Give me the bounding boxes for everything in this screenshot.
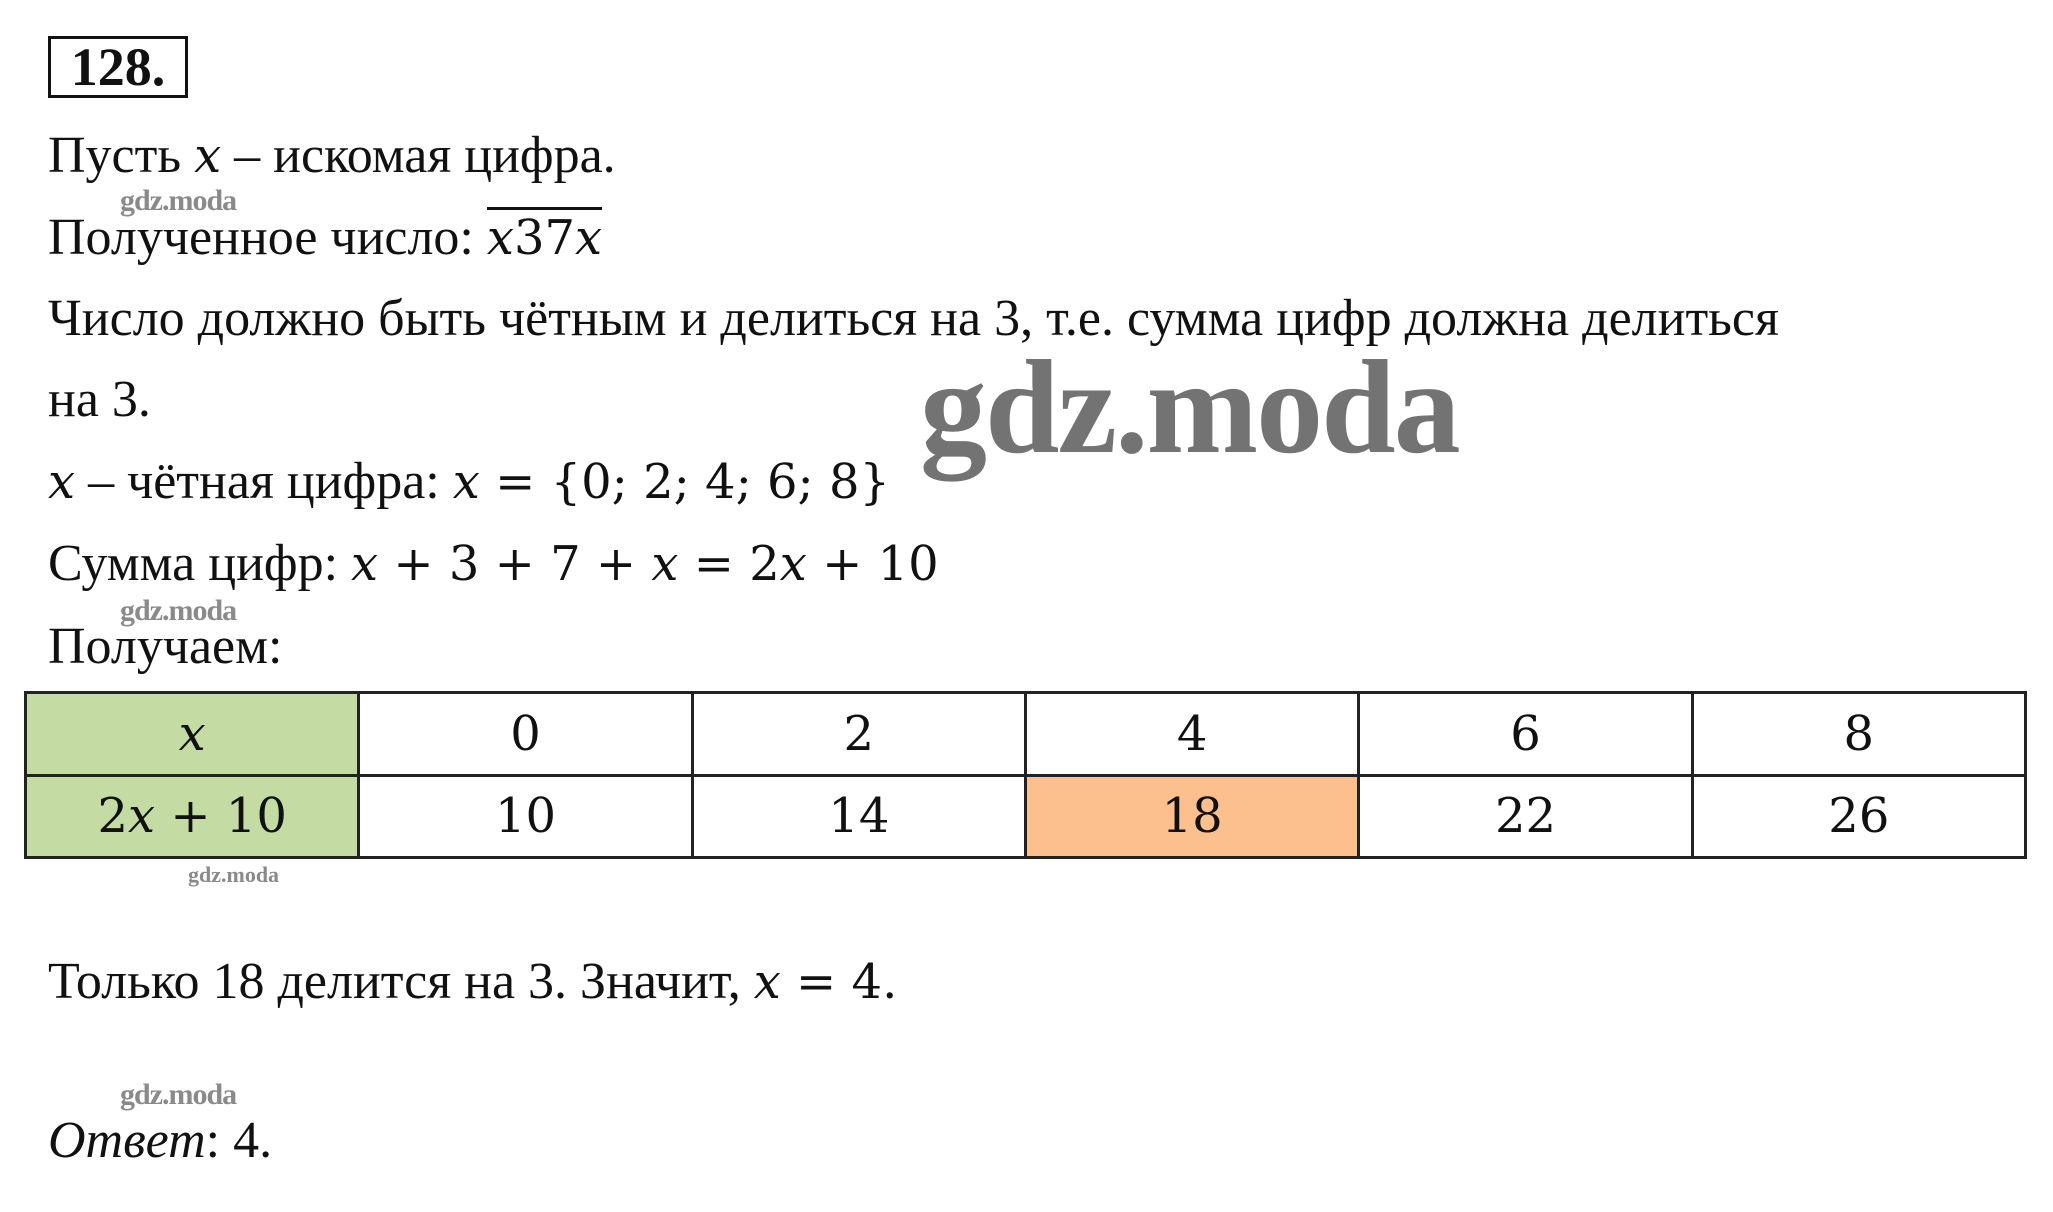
- table-header-sum: [26, 775, 359, 858]
- table-cell: 4: [1025, 693, 1358, 776]
- var-x: x: [753, 954, 781, 1010]
- expr: + 10: [155, 788, 287, 845]
- answer-label: Ответ: [48, 1112, 206, 1169]
- line-even-digit: [48, 452, 890, 512]
- table-cell: 10: [359, 775, 692, 858]
- watermark-small: gdz.moda: [188, 862, 280, 887]
- table-row-sum: [26, 775, 2026, 858]
- line-condition: Число должно быть чётным и делиться на 3, т.е. сумма цифр должна делиться: [48, 290, 1779, 347]
- text: Только 18 делится на 3. Значит,: [48, 953, 754, 1010]
- var-x: x: [779, 536, 807, 592]
- table-cell: 6: [1359, 693, 1692, 776]
- var-x: x: [48, 454, 76, 510]
- line-result: Получаем:: [48, 618, 283, 675]
- values-table: [24, 691, 2027, 859]
- table-cell: 0: [359, 693, 692, 776]
- var-x: x: [127, 788, 156, 845]
- overlined-number: [487, 207, 602, 264]
- table-header-x: [26, 693, 359, 776]
- expr: + 10: [806, 536, 939, 592]
- watermark-small: gdz.moda: [120, 1078, 237, 1111]
- line-condition-cont: на 3.: [48, 371, 151, 428]
- coef: 2: [97, 788, 128, 845]
- text: Полученное число:: [48, 209, 487, 266]
- expr: = 2: [678, 536, 780, 592]
- text: Сумма цифр:: [48, 535, 352, 592]
- var-x: x: [486, 210, 514, 266]
- line-conclusion: [48, 952, 897, 1012]
- text: Пусть: [48, 127, 195, 184]
- var-x: x: [178, 705, 206, 762]
- table-cell: 8: [1692, 693, 2025, 776]
- table-cell-highlighted: 18: [1025, 775, 1358, 858]
- var-x: x: [575, 210, 603, 266]
- line-answer: [48, 1111, 272, 1171]
- line-digit-sum: [48, 534, 939, 594]
- var-x: x: [651, 536, 679, 592]
- line-number: [48, 207, 602, 268]
- digits: 37: [513, 210, 576, 266]
- var-x: x: [351, 536, 379, 592]
- expr: = 4.: [780, 954, 898, 1010]
- answer-value: : 4.: [205, 1112, 273, 1169]
- line-intro: [48, 126, 616, 186]
- watermark-small: gdz.moda: [120, 594, 237, 627]
- text: – чётная цифра:: [75, 453, 453, 510]
- table-cell: 26: [1692, 775, 2025, 858]
- table-cell: 2: [692, 693, 1025, 776]
- table-cell: 22: [1359, 775, 1692, 858]
- problem-number-box: 128.: [48, 36, 188, 98]
- watermark-large: gdz.moda: [920, 333, 1459, 481]
- var-x: x: [452, 454, 480, 510]
- watermark-small: gdz.moda: [120, 184, 237, 217]
- table-cell: 14: [692, 775, 1025, 858]
- table-row-x: [26, 693, 2026, 776]
- expr: + 3 + 7 +: [378, 536, 652, 592]
- text: – искомая цифра.: [221, 127, 616, 184]
- set: = {0; 2; 4; 6; 8}: [479, 454, 891, 510]
- var-x: x: [194, 128, 222, 184]
